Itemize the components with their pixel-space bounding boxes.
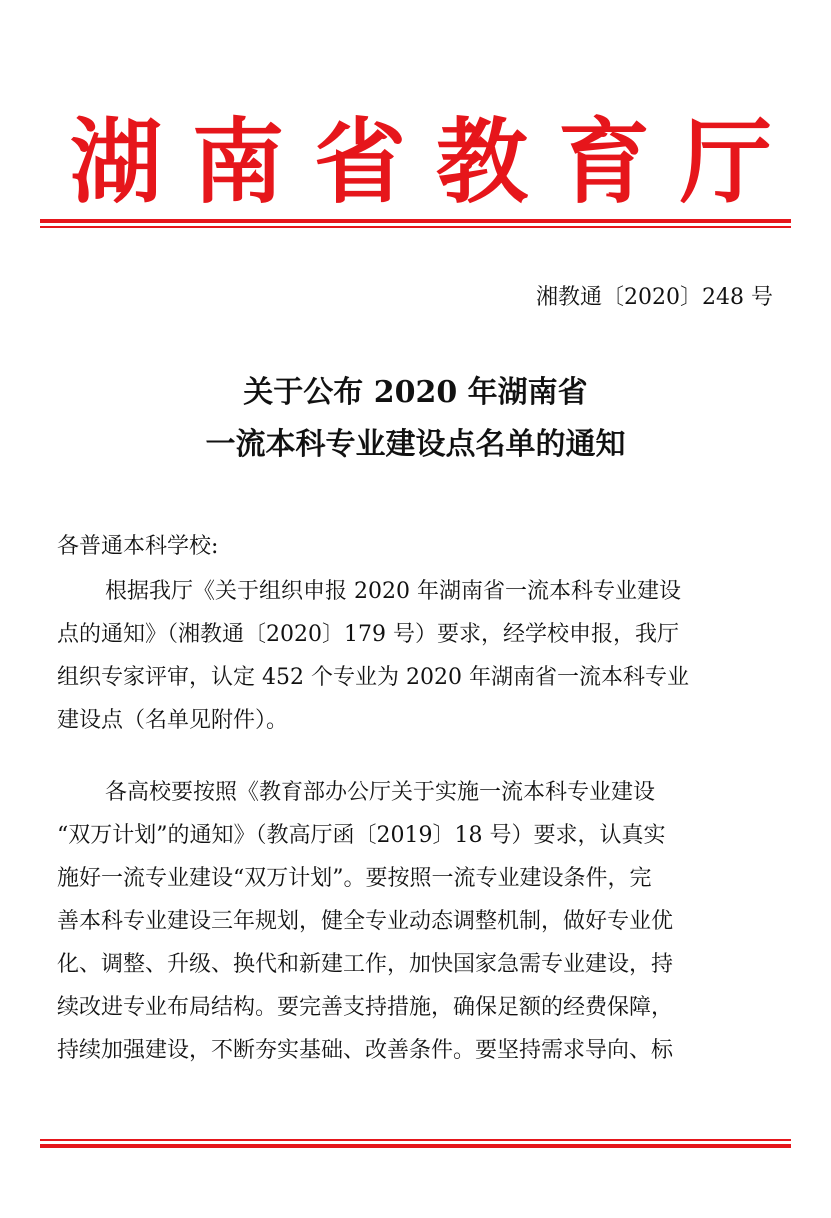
paragraph-line: 化、调整、升级、换代和新建工作，加快国家急需专业建设，持 xyxy=(57,952,674,977)
agency-header-title: 湖南省教育厅 xyxy=(70,109,803,216)
paragraph-line: 施好一流专业建设“双万计划”。要按照一流专业建设条件，完 xyxy=(57,866,652,891)
paragraph-1 xyxy=(57,570,779,742)
paragraph-line: 持续加强建设，不断夯实基础、改善条件。要坚持需求导向、标 xyxy=(57,1038,674,1063)
paragraph-line: “双万计划”的通知》（教高厅函〔2019〕18 号）要求，认真实 xyxy=(57,823,666,848)
paragraph-line: 各高校要按照《教育部办公厅关于实施一流本科专业建设 xyxy=(105,780,656,805)
salutation: 各普通本科学校: xyxy=(57,534,219,559)
document-title-line-2: 一流本科专业建设点名单的通知 xyxy=(205,427,626,462)
paragraph-line: 根据我厅《关于组织申报 2020 年湖南省一流本科专业建设 xyxy=(105,579,681,604)
header-divider xyxy=(40,219,791,228)
paragraph-line: 组织专家评审，认定 452 个专业为 2020 年湖南省一流本科专业 xyxy=(57,665,689,690)
document-number: 湘教通〔2020〕248 号 xyxy=(536,285,773,310)
document-title-line-1: 关于公布 2020 年湖南省 xyxy=(243,375,588,410)
paragraph-line: 善本科专业建设三年规划，健全专业动态调整机制，做好专业优 xyxy=(57,909,674,934)
paragraph-2 xyxy=(57,771,779,1072)
paragraph-line: 建设点（名单见附件）。 xyxy=(57,708,289,733)
document-title xyxy=(40,367,791,471)
paragraph-line: 续改进专业布局结构。要完善支持措施，确保足额的经费保障， xyxy=(57,995,674,1020)
paragraph-line: 点的通知》（湘教通〔2020〕179 号）要求，经学校申报，我厅 xyxy=(57,622,679,647)
footer-divider xyxy=(40,1139,791,1148)
